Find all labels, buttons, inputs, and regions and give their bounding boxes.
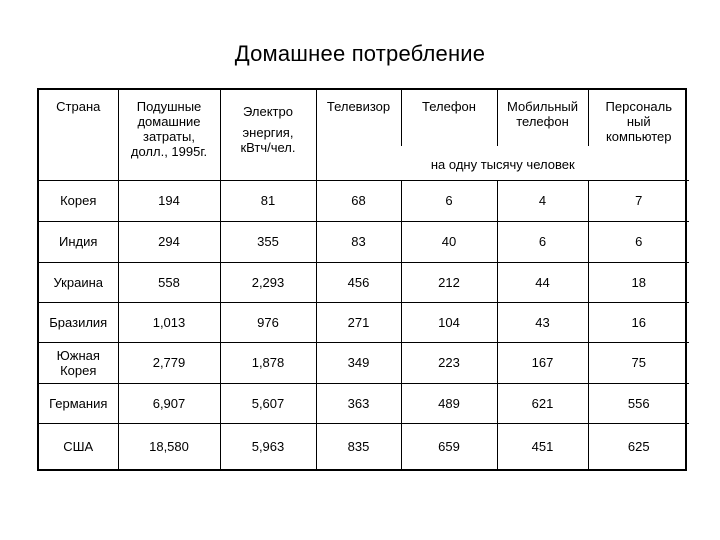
- table-row: [39, 221, 689, 262]
- cell-electricity: 5,607: [220, 383, 316, 423]
- consumption-table: [37, 88, 687, 471]
- cell-pc: 16: [588, 302, 689, 342]
- page-title: Домашнее потребление: [234, 41, 486, 66]
- cell-electricity: 2,293: [220, 262, 316, 302]
- cell-electricity: 976: [220, 302, 316, 342]
- table-row: [39, 180, 689, 221]
- cell-phone: 40: [401, 221, 497, 262]
- cell-pc: 6: [588, 221, 689, 262]
- cell-spending: 2,779: [118, 342, 220, 383]
- table-row: [39, 423, 689, 469]
- per-thousand-note: на одну тысячу человек: [316, 146, 689, 180]
- cell-country: Индия: [39, 221, 118, 262]
- header-country: Страна: [39, 90, 118, 180]
- cell-phone: 6: [401, 180, 497, 221]
- header-row: [39, 90, 689, 146]
- cell-spending: 194: [118, 180, 220, 221]
- cell-phone: 104: [401, 302, 497, 342]
- cell-pc: 7: [588, 180, 689, 221]
- cell-electricity: 355: [220, 221, 316, 262]
- cell-mobile: 44: [497, 262, 588, 302]
- cell-electricity: 1,878: [220, 342, 316, 383]
- header-electricity: Электро энергия, кВтч/чел.: [220, 90, 316, 180]
- cell-country: США: [39, 423, 118, 469]
- cell-tv: 835: [316, 423, 401, 469]
- cell-mobile: 451: [497, 423, 588, 469]
- cell-tv: 349: [316, 342, 401, 383]
- cell-mobile: 43: [497, 302, 588, 342]
- cell-pc: 18: [588, 262, 689, 302]
- header-pc: Персональ ный компьютер: [588, 90, 689, 146]
- cell-phone: 223: [401, 342, 497, 383]
- cell-country: Бразилия: [39, 302, 118, 342]
- cell-tv: 363: [316, 383, 401, 423]
- header-phone: Телефон: [401, 90, 497, 146]
- cell-mobile: 167: [497, 342, 588, 383]
- cell-phone: 489: [401, 383, 497, 423]
- cell-country: Корея: [39, 180, 118, 221]
- table-row: [39, 342, 689, 383]
- cell-pc: 556: [588, 383, 689, 423]
- cell-phone: 212: [401, 262, 497, 302]
- header-tv: Телевизор: [316, 90, 401, 146]
- cell-spending: 1,013: [118, 302, 220, 342]
- table-row: [39, 302, 689, 342]
- cell-country: Южная Корея: [39, 342, 118, 383]
- cell-pc: 625: [588, 423, 689, 469]
- cell-tv: 456: [316, 262, 401, 302]
- header-mobile: Мобильный телефон: [497, 90, 588, 146]
- cell-phone: 659: [401, 423, 497, 469]
- cell-electricity: 81: [220, 180, 316, 221]
- cell-mobile: 621: [497, 383, 588, 423]
- cell-spending: 18,580: [118, 423, 220, 469]
- cell-country: Германия: [39, 383, 118, 423]
- table-row: [39, 262, 689, 302]
- cell-spending: 294: [118, 221, 220, 262]
- cell-tv: 68: [316, 180, 401, 221]
- cell-spending: 558: [118, 262, 220, 302]
- cell-spending: 6,907: [118, 383, 220, 423]
- header-spending: Подушные домашние затраты, долл., 1995г.: [118, 90, 220, 180]
- cell-electricity: 5,963: [220, 423, 316, 469]
- cell-tv: 271: [316, 302, 401, 342]
- cell-country: Украина: [39, 262, 118, 302]
- table-row: [39, 383, 689, 423]
- cell-tv: 83: [316, 221, 401, 262]
- cell-pc: 75: [588, 342, 689, 383]
- cell-mobile: 4: [497, 180, 588, 221]
- cell-mobile: 6: [497, 221, 588, 262]
